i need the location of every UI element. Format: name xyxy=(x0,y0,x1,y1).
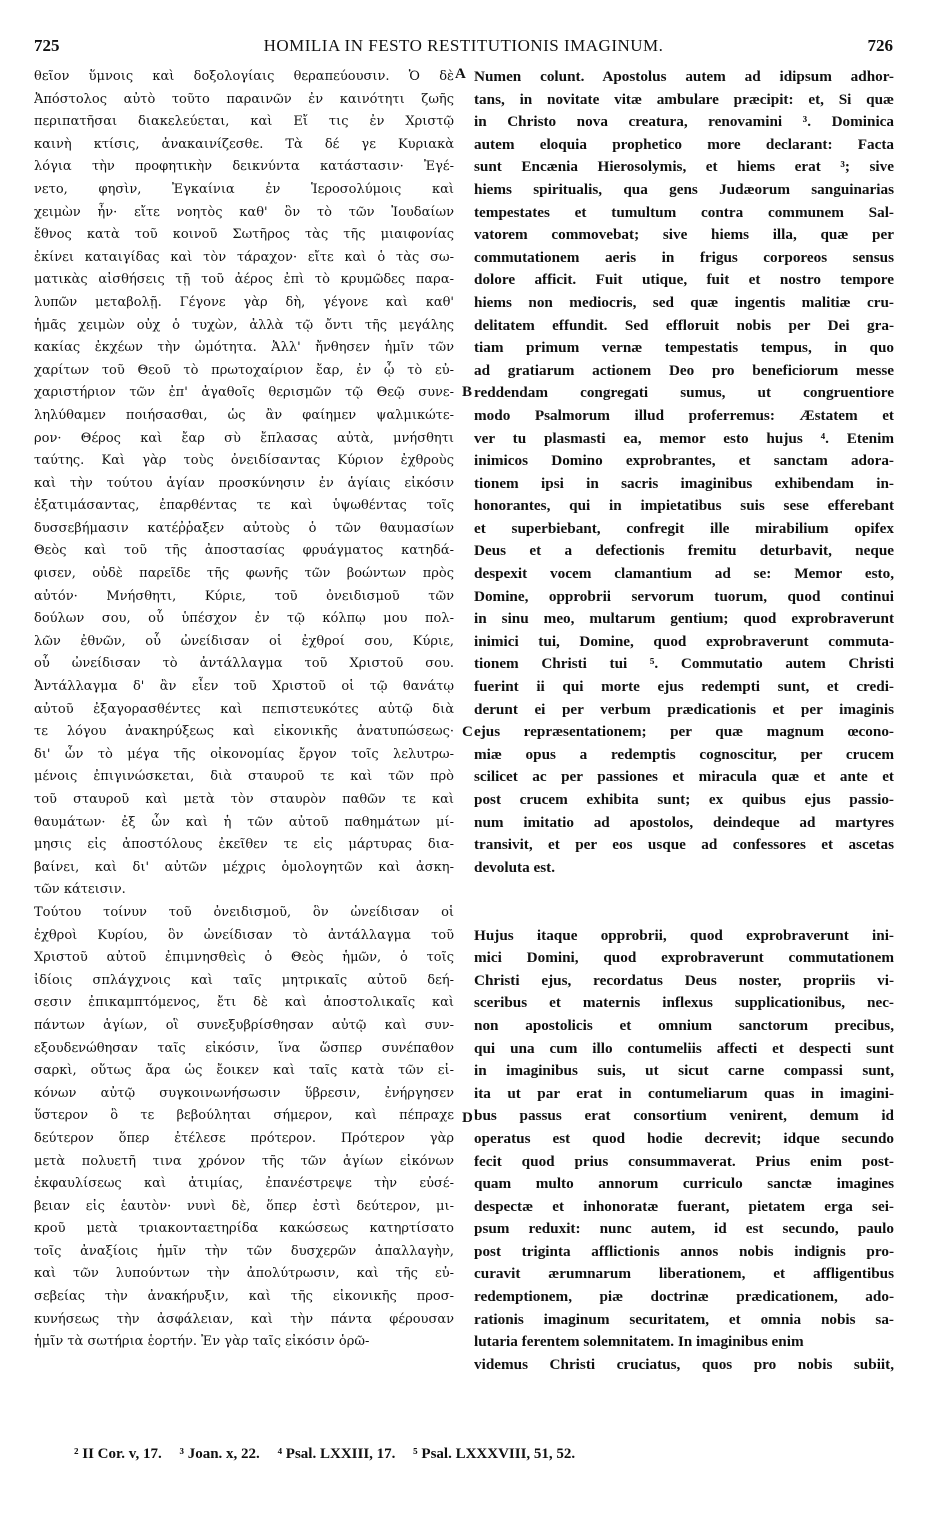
text-line: περιπατῆσαι διακελεύεται, καὶ Εἴ τις ἐν Χριστῷ xyxy=(34,114,454,130)
text-line: hiems non mediocris, sed quæ ingentis malitiæ cru- xyxy=(474,293,894,311)
text-line: τῶν κάτεισιν. xyxy=(34,882,126,898)
text-line: redemptionem, piæ doctrinæ prædicationem, ado- xyxy=(474,1288,894,1306)
text-line: dolore afficit. Fuit utique, fuit et nostro tempore xyxy=(474,271,894,289)
page-number-right: 726 xyxy=(867,36,893,55)
text-line: commutationem aeris in frigus corporeos sensus xyxy=(474,248,894,266)
text-line: μησις εἰς ἀποστόλους ἐκεῖθεν τε εἰς μάρτυρας δια- xyxy=(34,837,454,853)
text-line: Domine, opprobrii servorum tuorum, quod continui xyxy=(474,587,894,605)
text-line: καὶ τὴν τούτου ἁγίαν προσκύνησιν ἐν ἁγίαις εἰκόσιν xyxy=(34,475,454,491)
text-line: post crucem exhibita sunt; ex quibus ejus passio- xyxy=(474,791,894,808)
text-line: δι' ὧν τὸ μέγα τῆς οἰκονομίας ἔργον τοῖς λελυτρω- xyxy=(34,746,454,762)
text-line: ἰδίοις σπλάγχνοις καὶ ταῖς μητρικαῖς αὐτοῦ δεή- xyxy=(34,972,454,988)
text-line: δούλων σου, οὗ ὑπέσχον ἐν τῷ κόλπῳ μου πολ- xyxy=(34,611,454,627)
text-line: μένοις ἐπιγινώσκεται, διὰ σταυροῦ τε καὶ τῶν πρὸ xyxy=(34,769,454,785)
latin-column xyxy=(474,66,894,1376)
text-line: εξουδενώθησαν ταῖς εἰκόσιν, ἵνα ὥσπερ συνέπαθον xyxy=(34,1040,454,1056)
text-line: ρον· Θέρος καὶ ἔαρ σὺ ἔπλασας αὐτὰ, μνήσθητι xyxy=(34,430,454,446)
margin-marker-b: B xyxy=(462,384,473,400)
text-line: hiems spiritualis, qua gens Judæorum sanguinarias xyxy=(474,180,894,198)
text-line: vatorem commovebat; sive hiems illa, quæ per xyxy=(474,226,894,244)
text-line: Θεὸς καὶ τοῦ τῆς ἀποστασίας φρυάγματος κατηδά- xyxy=(34,543,454,559)
text-line: non apostolicis et omnium sanctorum precibus, xyxy=(474,1016,894,1034)
text-line: χαρίτων τοῦ Θεοῦ τὸ πρωτοχαίριον ἔαρ, ἐν ᾧ τὸ εὐ- xyxy=(34,362,454,378)
text-line: quam multo annorum curriculo sanctæ imagines xyxy=(474,1175,894,1193)
text-line: θαυμάτων· ἐξ ὧν καὶ ἡ τῶν αὐτοῦ παθημάτων μί- xyxy=(34,814,454,830)
text-line: αὐτοῦ ἐξαγορασθέντες καὶ πεπιστευκότες αὐτῷ διὰ xyxy=(34,701,454,717)
footnote: ⁵ Psal. LXXXVIII, 51, 52. xyxy=(413,1446,576,1462)
paragraph-gap xyxy=(474,902,894,925)
text-line: derunt ei per verbum prædicationis et per imaginis xyxy=(474,700,894,718)
text-line: bus passus erat consortium venirent, demum id xyxy=(474,1107,894,1125)
text-line: honorantes, qui in impietatibus suis sese efferebant xyxy=(474,497,894,515)
text-line: χειμὼν ἦν· εἴτε νοητὸς καθ' ὃν τὸ τῶν Ἰουδαίων xyxy=(34,204,454,220)
text-line: lutaria ferentem solemnitatem. In imaginibus enim xyxy=(474,1333,804,1351)
greek-column xyxy=(34,66,454,1354)
text-line: inimici tui, Domine, quod exprobraverunt commuta- xyxy=(474,632,894,650)
text-line: ὕστερον ὃ τε βεβούληται σήμερον, καὶ πέπραχε xyxy=(34,1108,454,1124)
text-line: κόνων αὐτῷ συγκοινωνήσωσιν ὕβρεσιν, ἐνήργησεν xyxy=(34,1085,454,1101)
text-line: in sinu meo, multarum gentium; quod exprobraverunt xyxy=(474,610,894,628)
text-line: νετο, φησὶν, Ἐγκαίνια ἐν Ἱεροσολύμοις καὶ xyxy=(34,181,454,197)
text-line: delitatem effundit. Sed effloruit nobis per Dei gra- xyxy=(474,316,894,334)
text-line: devoluta est. xyxy=(474,858,555,876)
text-line: ληλύθαμεν ποιήσασθαι, ὡς ἂν φαίημεν ψαλμικώτε- xyxy=(34,407,454,423)
text-line: κακίας ἐκχέων τὴν ὠμότητα. Ἀλλ' ἤνθησεν ἡμῖν τῶν xyxy=(34,340,454,356)
text-line: Τούτου τοίνυν τοῦ ὀνειδισμοῦ, ὃν ὠνείδισαν οἱ xyxy=(34,904,454,920)
text-line: Deus et a defectionis fremitu deturbavit, neque xyxy=(474,542,894,560)
text-line: qui una cum illo contumeliis affecti et despecti sunt xyxy=(474,1039,894,1057)
text-line: Ἀντάλλαγμα δ' ἂν εἶεν τοῦ Χριστοῦ οἱ τῷ θανάτῳ xyxy=(34,679,454,695)
text-line: Numen colunt. Apostolus autem ad idipsum adhor- xyxy=(474,68,894,85)
footnote: ⁴ Psal. LXXIII, 17. xyxy=(277,1446,396,1462)
text-line: Christi ejus, recordatus Deus noster, propriis vi- xyxy=(474,971,894,989)
text-line: ἐκφαυλίσεως καὶ ἀτιμίας, ἐπανέστρεψε τὴν εὐσέ- xyxy=(34,1176,454,1192)
margin-marker-a: A xyxy=(455,66,466,82)
text-line: τοῖς ἀναξίοις ἡμῖν τὴν τῶν δυσχερῶν ἀπαλλαγὴν, xyxy=(34,1243,454,1259)
text-line: inimicos Domino exprobrantes, et sanctam adora- xyxy=(474,452,894,470)
text-line: despectæ et inhonoratæ fuerant, pietatem erga sei- xyxy=(474,1197,894,1215)
text-line: αὐτόν· Μνήσθητι, Κύριε, τοῦ ὀνειδισμοῦ τῶν xyxy=(34,588,454,604)
text-line: ita ut par erat in contumeliarum quas in imagini- xyxy=(474,1084,894,1102)
text-line: miæ opus a redemptis cognoscitur, per crucem xyxy=(474,745,894,763)
text-line: tionem ipsi in sacris imaginibus exhibendam in- xyxy=(474,474,894,492)
text-line: ἔθνος κατὰ τοῦ κοινοῦ Σωτῆρος τὰς τῆς μιαιφονίας xyxy=(34,227,454,243)
text-line: et superbiebant, confregit ille mirabilium opifex xyxy=(474,519,894,537)
text-line: modo Psalmorum illud proferremus: Æstatem et xyxy=(474,406,894,424)
text-line: videmus Christi cruciatus, quos pro nobis subiit, xyxy=(474,1355,894,1373)
text-line: tans, in novitate vitæ ambulare præcipit: et, Si quæ xyxy=(474,90,894,108)
text-line: operatus est quod hodie decrevit; idque secundo xyxy=(474,1129,894,1147)
text-line: sunt Encænia Hierosolymis, et hiems erat ³; sive xyxy=(474,158,894,176)
text-line: ἡμᾶς χειμὼν οὐχ ὁ τυχὼν, ἀλλὰ τῷ ὄντι τῆς μεγάλης xyxy=(34,317,454,333)
text-line: φισεν, οὐδὲ παρεῖδε τῆς φωνῆς τῶν βοώντων πρὸς xyxy=(34,566,454,582)
text-line: κροῦ μετὰ τριακονταετηρίδα κακώσεως κατηρτίσατο xyxy=(34,1221,454,1237)
footnote: ² II Cor. v, 17. xyxy=(74,1446,162,1462)
text-line: ἡμῖν τὰ σωτήρια ἑορτήν. Ἐν γὰρ ταῖς εἰκόσιν ὁρῶ- xyxy=(34,1334,370,1350)
text-line: transivit, et per eos usque ad confessores et ascetas xyxy=(474,836,894,854)
text-line: psum reduxit: nunc autem, id est secundo, paulo xyxy=(474,1220,894,1238)
text-line: mici Domini, quod exprobraverunt commutationem xyxy=(474,949,894,967)
text-line: σεσιν ἐπικαμπτόμενος, ἔτι δὲ καὶ ἀποστολικαῖς καὶ xyxy=(34,995,454,1011)
text-line: θεῖον ὕμνοις καὶ δοξολογίαις θεραπεύουσιν. Ὁ δὲ xyxy=(34,69,454,84)
text-line: πάντων ἁγίων, οἳ συνεξυβρίσθησαν αὐτῷ καὶ συν- xyxy=(34,1017,454,1033)
text-line: σαρκὶ, οὕτως ἄρα ὡς ἔοικεν καὶ ταῖς κατὰ τῶν εἰ- xyxy=(34,1063,454,1079)
text-line: ἐχθροὶ Κυρίου, ὃν ὠνείδισαν τὸ ἀντάλλαγμα τοῦ xyxy=(34,927,454,943)
text-line: curavit ærumnarum liberationem, et affligentibus xyxy=(474,1265,894,1283)
margin-marker-d: D xyxy=(462,1110,473,1126)
text-line: ταύτης. Καὶ γὰρ τοὺς ὀνειδίσαντας Κύριον ἐχθροὺς xyxy=(34,453,454,469)
text-line: scilicet ac per passiones et miracula quæ et ante et xyxy=(474,768,894,786)
page-number-left: 725 xyxy=(34,36,60,55)
text-line: tempestates et tumultum contra communem Sal- xyxy=(474,203,894,221)
text-line: σεβείας τὴν ἀνακήρυξιν, καὶ τῆς εἰκονικῆς προσ- xyxy=(34,1289,454,1305)
text-line: τε λόγου ἀνακηρύξεως καὶ εἰκονικῆς ἀνατυπώσεως· xyxy=(34,724,454,740)
text-line: λόγια τὴν προφητικὴν δεικνύντα κατάστασιν· Ἐγέ- xyxy=(34,159,454,175)
running-title: HOMILIA IN FESTO RESTITUTIONIS IMAGINUM. xyxy=(263,36,664,55)
text-line: ejus repræsentationem; per quæ magnum œcono- xyxy=(474,723,894,741)
margin-marker-c: C xyxy=(462,724,473,740)
footnotes xyxy=(74,1446,893,1463)
text-line: καὶ τῶν λυπούντων τὴν ἀπολύτρωσιν, καὶ τῆς εὐ- xyxy=(34,1266,454,1282)
text-line: ver tu plasmasti ea, memor esto hujus ⁴. Etenim xyxy=(474,429,894,447)
text-line: λῶν ἐθνῶν, οὗ ὠνείδισαν οἱ ἐχθροί σου, Κύριε, xyxy=(34,633,454,649)
text-line: tionem Christi tui ⁵. Commutatio autem Christi xyxy=(474,655,894,673)
running-header xyxy=(34,36,893,62)
text-line: οὗ ὠνείδισαν τὸ ἀντάλλαγμα τοῦ Χριστοῦ σου. xyxy=(34,656,454,672)
text-line: Ἀπόστολος αὐτὸ τοῦτο παραινῶν ἐν καινότητι ζωῆς xyxy=(34,91,454,107)
text-line: fuerint ii qui morte ejus redempti sunt, et credi- xyxy=(474,678,894,696)
text-line: Hujus itaque opprobrii, quod exprobraverunt ini- xyxy=(474,926,894,944)
footnote: ³ Joan. x, 22. xyxy=(179,1446,260,1462)
text-line: in imaginibus suis, ut sicut carne compassi sunt, xyxy=(474,1062,894,1080)
text-line: ἐκίνει καταιγίδας καὶ τὸν τάραχον· εἴτε καὶ ὁ τὰς σω- xyxy=(34,249,454,265)
text-line: despexit vocem clamantium ad se: Memor esto, xyxy=(474,565,894,583)
paragraph-gap xyxy=(474,879,894,902)
text-line: autem eloquia prophetico more declarant: Facta xyxy=(474,135,894,153)
text-line: tiam primum vernæ tempestatis tempus, in quo xyxy=(474,339,894,357)
text-line: λυπῶν μεταβολῇ. Γέγονε γὰρ δὴ, γέγονε καὶ καθ' xyxy=(34,294,454,310)
text-line: Χριστοῦ αὐτοῦ ἐπιμνησθεὶς ὁ Θεὸς ἡμῶν, ὁ τοῖς xyxy=(34,950,454,966)
text-line: τοῦ σταυροῦ καὶ μετὰ τὸν σταυρὸν παθῶν τε καὶ xyxy=(34,792,454,807)
text-line: ματικὰς αἰσθήσεις τῇ τοῦ ἀέρος ἐπὶ τὸ κρυμῶδες παρα- xyxy=(34,272,454,288)
text-line: ad gratiarum actionem Deo pro beneficiorum messe xyxy=(474,361,894,379)
text-line: ἐξατιμάσαντας, ἐπαρθέντας τε καὶ ὑψωθέντας τοῖς xyxy=(34,498,454,514)
text-line: καινὴ κτίσις, ἀνακαινίζεσθε. Τὰ δέ γε Κυριακὰ xyxy=(34,136,454,152)
text-line: in Christo nova creatura, renovamini ³. Dominica xyxy=(474,113,894,131)
text-line: κυνήσεως τὴν ἀσφάλειαν, καὶ τὴν πάντα φέρουσαν xyxy=(34,1311,454,1327)
text-line: rationis imaginum securitatem, et omnia nobis sa- xyxy=(474,1310,894,1328)
text-line: reddendam congregati sumus, ut congruentiore xyxy=(474,384,894,402)
text-line: δυσσεβήμασιν κατέῤῥαξεν αὐτοὺς ὁ τῶν θαυμασίων xyxy=(34,520,454,536)
text-line: βειαν εἰς ἑαυτὸν· νυνὶ δὲ, ὅπερ ἐστὶ δεύτερον, μι- xyxy=(34,1198,454,1214)
text-line: βαίνει, καὶ δι' αὐτῶν μέχρις ὁμολογητῶν καὶ ἀσκη- xyxy=(34,859,454,875)
text-line: num imitatio ad apostolos, deindeque ad martyres xyxy=(474,813,894,831)
text-line: δεύτερον ὅπερ ἐτέλεσε πρότερον. Πρότερον γὰρ xyxy=(34,1130,454,1146)
text-line: μετὰ πολυετῆ τινα χρόνον τῆς τῶν ἁγίων εἰκόνων xyxy=(34,1153,454,1169)
text-line: fecit quod prius consummaverat. Prius enim post- xyxy=(474,1152,894,1170)
text-line: sceribus et maternis inflexus supplicationibus, nec- xyxy=(474,994,894,1012)
text-line: post triginta afflictionis annos nobis indignis pro- xyxy=(474,1242,894,1260)
text-line: χαριστήριον τῶν ἐπ' ἀγαθοῖς θερισμῶν τῷ Θεῷ συνε- xyxy=(34,385,454,401)
